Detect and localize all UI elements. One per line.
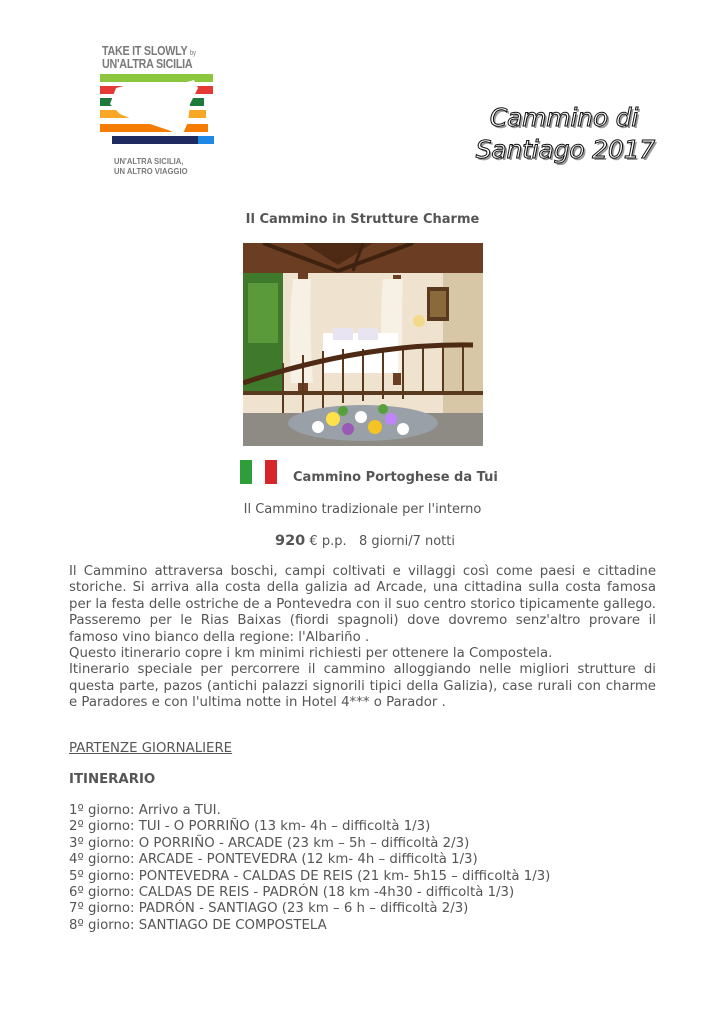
description-paragraph: Questo itinerario copre i km minimi richiesti per ottenere la Compostela.: [69, 646, 553, 662]
itinerary-day: 2º giorno: TUI - O PORRIÑO (13 km- 4h – difficoltà 1/3): [69, 819, 431, 835]
logo-subtitle-1: UN'ALTRA SICILIA,: [114, 156, 184, 166]
document-title: [476, 102, 655, 166]
document-title-line2: Santiago 2017: [475, 135, 655, 164]
logo-line2: UN'ALTRA SICILIA: [102, 57, 193, 71]
sicily-map-icon: [98, 74, 218, 146]
route-title: Cammino Portoghese da Tui: [293, 470, 498, 485]
price-line: [275, 533, 455, 549]
duration: 8 giorni/7 notti: [359, 534, 455, 549]
itinerary-day: 4º giorno: ARCADE - PONTEVEDRA (12 km- 4h – difficoltà 1/3): [69, 852, 478, 868]
itinerary-day: 6º giorno: CALDAS DE REIS - PADRÓN (18 km -4h30 - difficoltà 1/3): [69, 885, 515, 901]
price-value: 920: [275, 533, 306, 549]
itinerary-day: 7º giorno: PADRÓN - SANTIAGO (23 km – 6 h – difficoltà 2/3): [69, 901, 469, 917]
company-logo: [98, 44, 218, 178]
document-title-line1: Cammino di: [489, 103, 639, 132]
logo-subtitle-2: UN ALTRO VIAGGIO: [114, 166, 188, 176]
description-paragraph: Il Cammino attraversa boschi, campi coltivati e villaggi così come paesi e cittadine storiche. Si arriva alla costa della galizia ad Arcade, una cittadina sulla costa famosa per la festa delle ostriche de a Pontevedra con il suo centro storico tipicamente gallego. Passeremo per le Rias Baixas (fiordi spagnoli) dove dovremo senz'altro provare il famoso vino bianco della regione: l'Albariño .: [69, 564, 656, 645]
section-subtitle: Il Cammino in Strutture Charme: [245, 212, 480, 227]
logo-line1: TAKE IT SLOWLY by: [102, 44, 196, 58]
route-subtitle: Il Cammino tradizionale per l'interno: [243, 502, 482, 517]
description-paragraph: Itinerario speciale per percorrere il cammino alloggiando nelle migliori strutture di questa parte, pazos (antichi palazzi signorili tipici della Galizia), case rurali con charme e Paradores e con l'ultima notte in Hotel 4*** o Parador .: [69, 662, 656, 711]
price-unit: € p.p.: [309, 534, 347, 549]
hotel-room-photo: [243, 243, 483, 446]
itinerary-list: [69, 803, 550, 934]
itinerary-heading: ITINERARIO: [69, 772, 156, 787]
departures-heading: PARTENZE GIORNALIERE: [69, 741, 233, 756]
itinerary-day: 1º giorno: Arrivo a TUI.: [69, 803, 221, 818]
itinerary-day: 5º giorno: PONTEVEDRA - CALDAS DE REIS (21 km- 5h15 – difficoltà 1/3): [69, 868, 551, 884]
itinerary-day: 8º giorno: SANTIAGO DE COMPOSTELA: [69, 917, 327, 933]
itinerary-day: 3º giorno: O PORRIÑO - ARCADE (23 km – 5h – difficoltà 2/3): [69, 835, 470, 851]
description: [69, 564, 656, 712]
italian-flag-icon: [240, 460, 277, 484]
